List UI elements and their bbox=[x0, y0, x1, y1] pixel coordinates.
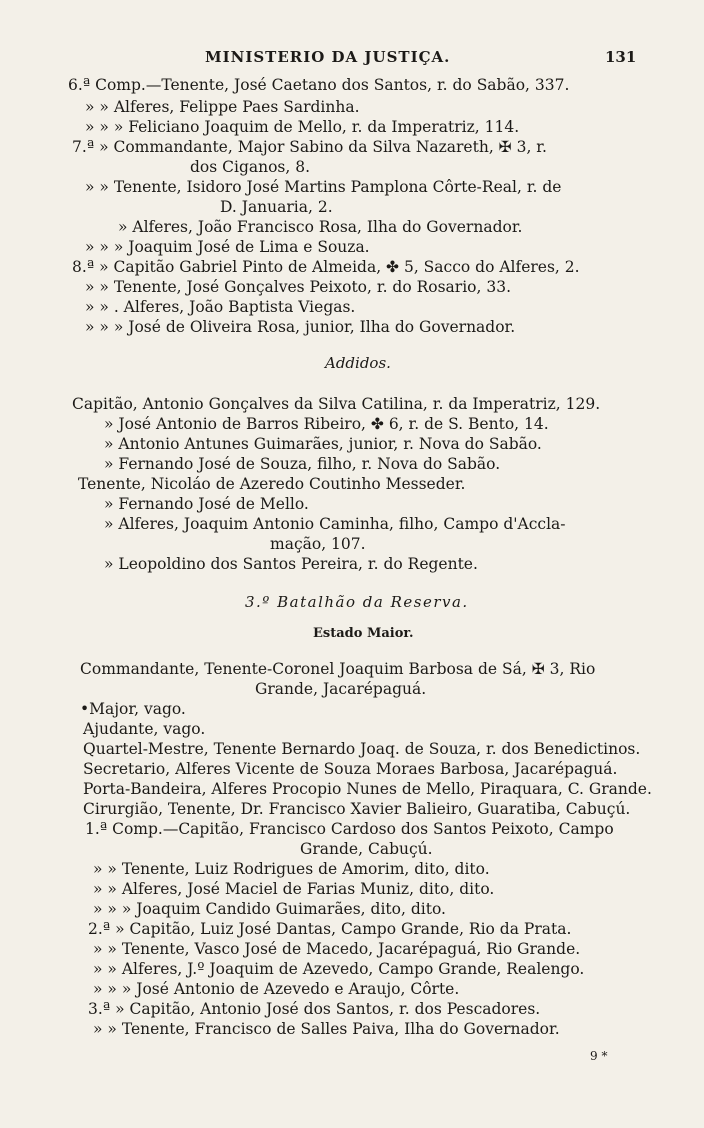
text-line: » Leopoldino dos Santos Pereira, r. do Regente. bbox=[104, 555, 478, 573]
text-line: » » Alferes, José Maciel de Farias Muniz, dito, dito. bbox=[93, 880, 495, 898]
text-line: 2.ª » Capitão, Luiz José Dantas, Campo Grande, Rio da Prata. bbox=[88, 920, 572, 938]
text-line: » » . Alferes, João Baptista Viegas. bbox=[85, 298, 356, 316]
text-line: » » Tenente, Isidoro José Martins Pamplona Côrte-Real, r. de bbox=[85, 178, 562, 196]
text-line: Capitão, Antonio Gonçalves da Silva Catilina, r. da Imperatriz, 129. bbox=[72, 395, 601, 413]
text-line: » » Tenente, Vasco José de Macedo, Jacarépaguá, Rio Grande. bbox=[93, 940, 581, 958]
text-line: •Major, vago. bbox=[80, 700, 186, 718]
text-line: 3.ª » Capitão, Antonio José dos Santos, r. dos Pescadores. bbox=[88, 1000, 541, 1018]
text-line: » Fernando José de Mello. bbox=[104, 495, 309, 513]
text-line: Grande, Cabuçú. bbox=[300, 840, 433, 858]
text-line: 8.ª » Capitão Gabriel Pinto de Almeida, ✤ 5, Sacco do Alferes, 2. bbox=[72, 258, 580, 276]
text-line: Porta-Bandeira, Alferes Procopio Nunes de Mello, Piraquara, C. Grande. bbox=[83, 780, 652, 798]
text-line: Quartel-Mestre, Tenente Bernardo Joaq. de Souza, r. dos Benedictinos. bbox=[83, 740, 641, 758]
text-line: » » » José Antonio de Azevedo e Araujo, Côrte. bbox=[93, 980, 460, 998]
running-header: MINISTERIO DA JUSTIÇA. bbox=[205, 48, 451, 66]
text-line: Commandante, Tenente-Coronel Joaquim Barbosa de Sá, ✠ 3, Rio bbox=[80, 660, 596, 678]
text-line: » » » Joaquim Candido Guimarães, dito, dito. bbox=[93, 900, 446, 918]
text-line: » » Tenente, Luiz Rodrigues de Amorim, dito, dito. bbox=[93, 860, 490, 878]
text-line: » Antonio Antunes Guimarães, junior, r. Nova do Sabão. bbox=[104, 435, 542, 453]
text-line: » Alferes, Joaquim Antonio Caminha, filho, Campo d'Accla- bbox=[104, 515, 566, 533]
section-heading-batalhao: 3.º Batalhão da Reserva. bbox=[245, 593, 469, 611]
text-line: » » » Feliciano Joaquim de Mello, r. da Imperatriz, 114. bbox=[85, 118, 520, 136]
text-line: » » Tenente, José Gonçalves Peixoto, r. do Rosario, 33. bbox=[85, 278, 512, 296]
text-line: dos Ciganos, 8. bbox=[190, 158, 311, 176]
section-heading-addidos: Addidos. bbox=[325, 354, 391, 372]
text-line: Grande, Jacarépaguá. bbox=[255, 680, 427, 698]
text-line: » Fernando José de Souza, filho, r. Nova do Sabão. bbox=[104, 455, 501, 473]
text-line: Tenente, Nicoláo de Azeredo Coutinho Messeder. bbox=[78, 475, 466, 493]
page-number: 131 bbox=[605, 48, 637, 66]
text-line: 6.ª Comp.—Tenente, José Caetano dos Santos, r. do Sabão, 337. bbox=[68, 76, 570, 94]
text-line: » » Alferes, Felippe Paes Sardinha. bbox=[85, 98, 360, 116]
section-heading-estado-maior: Estado Maior. bbox=[313, 626, 414, 641]
text-line: Cirurgião, Tenente, Dr. Francisco Xavier Balieiro, Guaratiba, Cabuçú. bbox=[83, 800, 631, 818]
text-line: » » Alferes, J.º Joaquim de Azevedo, Campo Grande, Realengo. bbox=[93, 960, 585, 978]
signature-mark: 9 * bbox=[590, 1049, 608, 1063]
text-line: » » » José de Oliveira Rosa, junior, Ilha do Governador. bbox=[85, 318, 516, 336]
text-line: D. Januaria, 2. bbox=[220, 198, 333, 216]
text-line: » » Tenente, Francisco de Salles Paiva, Ilha do Governador. bbox=[93, 1020, 560, 1038]
text-line: 1.ª Comp.—Capitão, Francisco Cardoso dos Santos Peixoto, Campo bbox=[85, 820, 614, 838]
text-line: 7.ª » Commandante, Major Sabino da Silva Nazareth, ✠ 3, r. bbox=[72, 138, 547, 156]
text-line: » Alferes, João Francisco Rosa, Ilha do Governador. bbox=[118, 218, 523, 236]
text-line: Secretario, Alferes Vicente de Souza Moraes Barbosa, Jacarépaguá. bbox=[83, 760, 618, 778]
text-line: Ajudante, vago. bbox=[83, 720, 206, 738]
text-line: mação, 107. bbox=[270, 535, 366, 553]
text-line: » José Antonio de Barros Ribeiro, ✤ 6, r. de S. Bento, 14. bbox=[104, 415, 549, 433]
text-line: » » » Joaquim José de Lima e Souza. bbox=[85, 238, 370, 256]
